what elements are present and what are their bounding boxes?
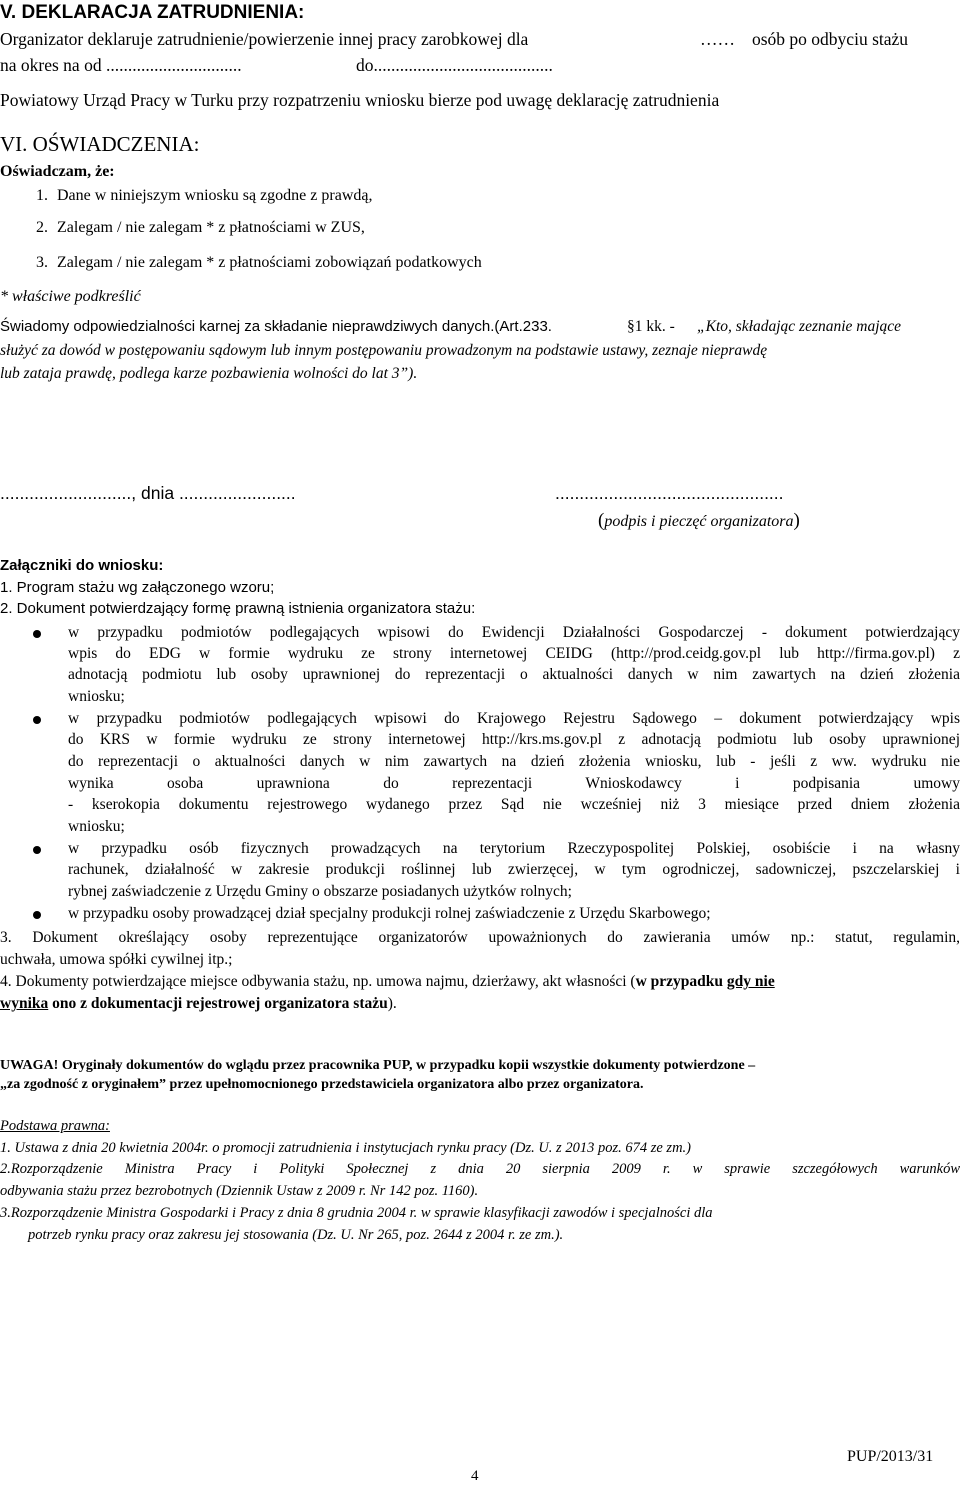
statement-1-text: Dane w niniejszym wniosku są zgodne z prawdą, [57, 187, 373, 204]
section-vi-heading: VI. OŚWIADCZENIA: [0, 132, 200, 156]
page-number: 4 [471, 1468, 479, 1484]
attachment-2: 2. Dokument potwierdzający formę prawną istnienia organizatora stażu: [0, 600, 476, 617]
section-v-heading: V. DEKLARACJA ZATRUDNIENIA: [0, 2, 305, 23]
attachment-3-line-2: uchwała, umowa spółki cywilnej itp.; [0, 951, 233, 968]
bullet-3-line-2: rachunek, działalność w zakresie produkcji roślinnej lub zwierzęcej, w tym ogrodniczej, sadowniczej, pszczelarskiej i [68, 861, 960, 878]
warning-line-1: UWAGA! Oryginały dokumentów do wglądu przez pracownika PUP, w przypadku kopii wszystkie dokumenty potwierdzone – [0, 1058, 756, 1073]
declaration-line-2b: do......................................... [356, 55, 553, 75]
bullet-3-line-1: w przypadku osób fizycznych prowadzących na terytorium Rzeczypospolitej Polskiej, osobiście i na własny [68, 840, 960, 857]
statement-1-num: 1. [36, 187, 48, 204]
legal-basis-3-line-1: 3.Rozporządzenie Ministra Gospodarki i Pracy z dnia 8 grudnia 2004 r. w sprawie klasyfikacji zawodów i specjalności dla [0, 1205, 713, 1221]
statement-2-num: 2. [36, 219, 48, 236]
statement-3-text: Zalegam / nie zalegam * z płatnościami zobowiązań podatkowych [57, 254, 482, 271]
statements-intro: Oświadczam, że: [0, 163, 115, 180]
declaration-line-1a: Organizator deklaruje zatrudnienie/powierzenie innej pracy zarobkowej dla [0, 29, 529, 49]
bullet-1-line-1: w przypadku podmiotów podlegających wpisowi do Ewidencji Działalności Gospodarczej - dokument potwierdzający [68, 624, 960, 641]
bullet-2-line-2: do KRS w formie wydruku ze strony internetowej http://krs.ms.gov.pl z adnotacją podmiotu lub osoby uprawnionej [68, 731, 960, 748]
bullet-3-line-3: rybnej zaświadczenie z Urzędu Gminy o obszarze posiadanych użytków rolnych; [68, 883, 572, 900]
legal-basis-2-line-2: odbywania stażu przez bezrobotnych (Dziennik Ustaw z 2009 r. Nr 142 poz. 1160). [0, 1183, 479, 1199]
warning-line-2: „za zgodność z oryginałem” przez upełnomocnionego przedstawiciela organizatora albo przez organizatora. [0, 1077, 644, 1092]
bullet-4-line-1: w przypadku osoby prowadzącej dział specjalny produkcji rolnej zaświadczenie z Urzędu Skarbowego; [68, 905, 711, 922]
legal-basis-3-line-2: potrzeb rynku pracy oraz zakresu jej stosowania (Dz. U. Nr 265, poz. 2644 z 2004 r. ze zm.). [28, 1227, 564, 1243]
signature-label: (podpis i pieczęć organizatora) [598, 510, 800, 531]
attachment-4-line-2: wynika ono z dokumentacji rejestrowej organizatora stażu). [0, 995, 397, 1012]
declaration-line-1b: …… [700, 29, 735, 49]
declaration-line-1c: osób po odbyciu stażu [752, 29, 909, 49]
bullet-icon [33, 630, 41, 638]
bullet-2-line-5: - kserokopia dokumentu rejestrowego wydanego przez Sąd nie wcześniej niż 3 miesiące przed dniem złożenia [68, 796, 960, 813]
document-code: PUP/2013/31 [847, 1448, 934, 1465]
responsibility-line-2: służyć za dowód w postępowaniu sądowym lub innym postępowaniu prowadzonym na podstawie ustawy, zeznaje nieprawdę [0, 342, 768, 359]
declaration-line-2a: na okres na od ............................... [0, 55, 242, 75]
bullet-2-line-3: do reprezentacji o aktualności danych w nim zawartych na dzień złożenia wniosku, lub - jeśli z ww. wydruku nie [68, 753, 960, 770]
legal-basis-2-line-1: 2.Rozporządzenie Ministra Pracy i Polityki Społecznej z dnia 20 sierpnia 2009 r. w sprawie szczegółowych warunków [0, 1161, 960, 1177]
bullet-1-line-2: wpis do EDG w formie wydruku ze strony internetowej CEIDG (http://prod.ceidg.gov.pl lub http://firma.gov.pl) z [68, 645, 960, 662]
bullet-2-line-1: w przypadku podmiotów podlegających wpisowi do Krajowego Rejestru Sądowego – dokument potwierdzający wpis [68, 710, 960, 727]
signature-dots: ............................................... [555, 483, 784, 503]
legal-basis-heading: Podstawa prawna: [0, 1118, 110, 1134]
place-date-field: ..........................., dnia ........................ [0, 483, 296, 503]
bullet-1-line-3: adnotacją podmiotu lub osoby uprawnionej do reprezentacji o aktualności danych w nim zawartych na dzień złożenia [68, 666, 960, 683]
responsibility-line-1c: „Kto, składając zeznanie mające [697, 318, 902, 335]
attachment-3-line-1: 3. Dokument określający osoby reprezentujące organizatorów upoważnionych do zawierania umów np.: statut, regulamin, [0, 929, 960, 946]
legal-basis-1: 1. Ustawa z dnia 20 kwietnia 2004r. o promocji zatrudnienia i instytucjach rynku pracy (Dz. U. z 2013 poz. 674 ze zm.) [0, 1140, 691, 1156]
bullet-2-line-4: wynika osoba uprawniona do reprezentacji Wnioskodawcy i podpisania umowy [68, 775, 960, 792]
bullet-2-line-6: wniosku; [68, 818, 125, 835]
statement-3-num: 3. [36, 254, 48, 271]
responsibility-line-1b: §1 kk. - [627, 318, 675, 335]
attachments-heading: Załączniki do wniosku: [0, 557, 164, 574]
responsibility-line-3: lub zataja prawdę, podlega karze pozbawienia wolności do lat 3”). [0, 365, 418, 382]
statement-2-text: Zalegam / nie zalegam * z płatnościami w ZUS, [57, 219, 365, 236]
footnote: * właściwe podkreślić [0, 288, 141, 305]
attachment-1: 1. Program stażu wg załączonego wzoru; [0, 579, 275, 596]
attachment-4-line-1: 4. Dokumenty potwierdzające miejsce odbywania stażu, np. umowa najmu, dzierżawy, akt własności (w przypadku gdy nie [0, 973, 775, 990]
bullet-icon [33, 846, 41, 854]
bullet-1-line-4: wniosku; [68, 688, 125, 705]
responsibility-line-1a: Świadomy odpowiedzialności karnej za składanie nieprawdziwych danych.(Art.233. [0, 318, 552, 335]
declaration-line-3: Powiatowy Urząd Pracy w Turku przy rozpatrzeniu wniosku bierze pod uwagę deklarację zatrudnienia [0, 90, 720, 110]
bullet-icon [33, 716, 41, 724]
bullet-icon [33, 911, 41, 919]
